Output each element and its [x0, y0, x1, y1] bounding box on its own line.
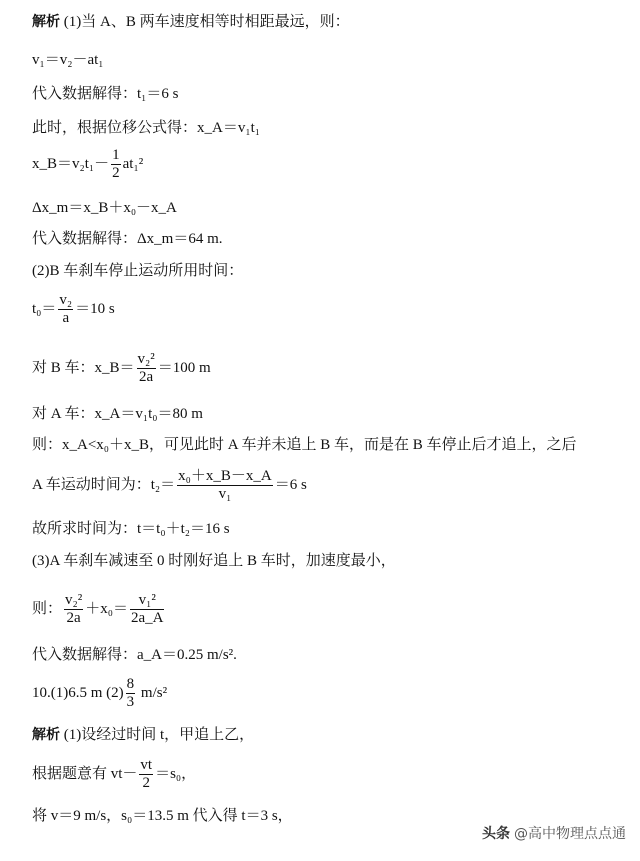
line-11: 对 A 车：x_A＝v₁t₀＝80 m: [32, 406, 203, 422]
line-2: v₁＝v₂－at₁: [32, 52, 104, 68]
fraction: $\frac{\text{v₂²}}{2a}$: [137, 351, 155, 385]
toutiao-logo: 头条: [482, 826, 510, 842]
line-14: 故所求时间为：t＝t₀＋t₂＝16 s: [32, 521, 230, 537]
line-5: x_B＝v₂t₁－ $\frac{1}{2}$ at₁²: [32, 147, 144, 181]
line-6: Δx_m＝x_B＋x₀－x_A: [32, 200, 177, 216]
line-21: 将 v＝9 m/s，s₀＝13.5 m 代入得 t＝3 s，: [32, 808, 293, 824]
fraction: $\frac{8}{3}$: [126, 676, 135, 710]
line-9: t₀＝ $\frac{\text{v₂}}{a}$ ＝10 s: [32, 292, 115, 326]
line-12: 则：x_A<x₀＋x_B，可见此时 A 车并未追上 B 车，而是在 B 车停止后才追上，之后: [32, 437, 577, 453]
line-17: 代入数据解得：a_A＝0.25 m/s².: [32, 647, 237, 663]
fraction: $\frac{\text{v₂²}}{2a}$: [65, 592, 83, 626]
fraction: $\frac{1}{2}$: [112, 147, 120, 181]
analysis-label: 解析: [32, 14, 60, 30]
analysis-label: 解析: [32, 727, 60, 743]
line-13: A 车运动时间为：t₂＝ $\frac{\text{x₀＋x\_B－x\_A}}{\text{v₁}}$ ＝6 s: [32, 468, 307, 502]
fraction: $\frac{\text{v₁²}}{2a\_A}$: [130, 592, 164, 626]
line-10: 对 B 车：x_B＝ $\frac{\text{v₂²}}{2a}$ ＝100 m: [32, 351, 211, 385]
fraction: $\frac{\text{v₂}}{a}$: [59, 292, 73, 326]
line-19: 解析 (1)设经过时间 t，甲追上乙，: [32, 727, 255, 743]
line-1: 解析 (1)当 A、B 两车速度相等时相距最远，则：: [32, 14, 350, 30]
fraction: $\frac{\text{x₀＋x\_B－x\_A}}{\text{v₁}}$: [178, 468, 272, 502]
line-16: 则： $\frac{\text{v₂²}}{2a}$ ＋x₀＝ $\frac{\text{v₁²}}{2a\_A}$: [32, 592, 164, 626]
fraction: $\frac{vt}{2}$: [140, 757, 153, 791]
line-18: 10.(1)6.5 m (2) $\frac{8}{3}$ m/s²: [32, 676, 168, 710]
line-15: (3)A 车刹车减速至 0 时刚好追上 B 车时，加速度最小，: [32, 553, 396, 569]
line-8: (2)B 车刹车停止运动所用时间：: [32, 263, 244, 279]
line-7: 代入数据解得：Δx_m＝64 m.: [32, 231, 223, 247]
line-3: 代入数据解得：t₁＝6 s: [32, 86, 179, 102]
watermark-text: @高中物理点点通: [514, 826, 626, 842]
line-4: 此时，根据位移公式得：x_A＝v₁t₁: [32, 120, 260, 136]
line-20: 根据题意有 vt－ $\frac{vt}{2}$ ＝s₀，: [32, 757, 197, 791]
watermark: [482, 823, 626, 843]
